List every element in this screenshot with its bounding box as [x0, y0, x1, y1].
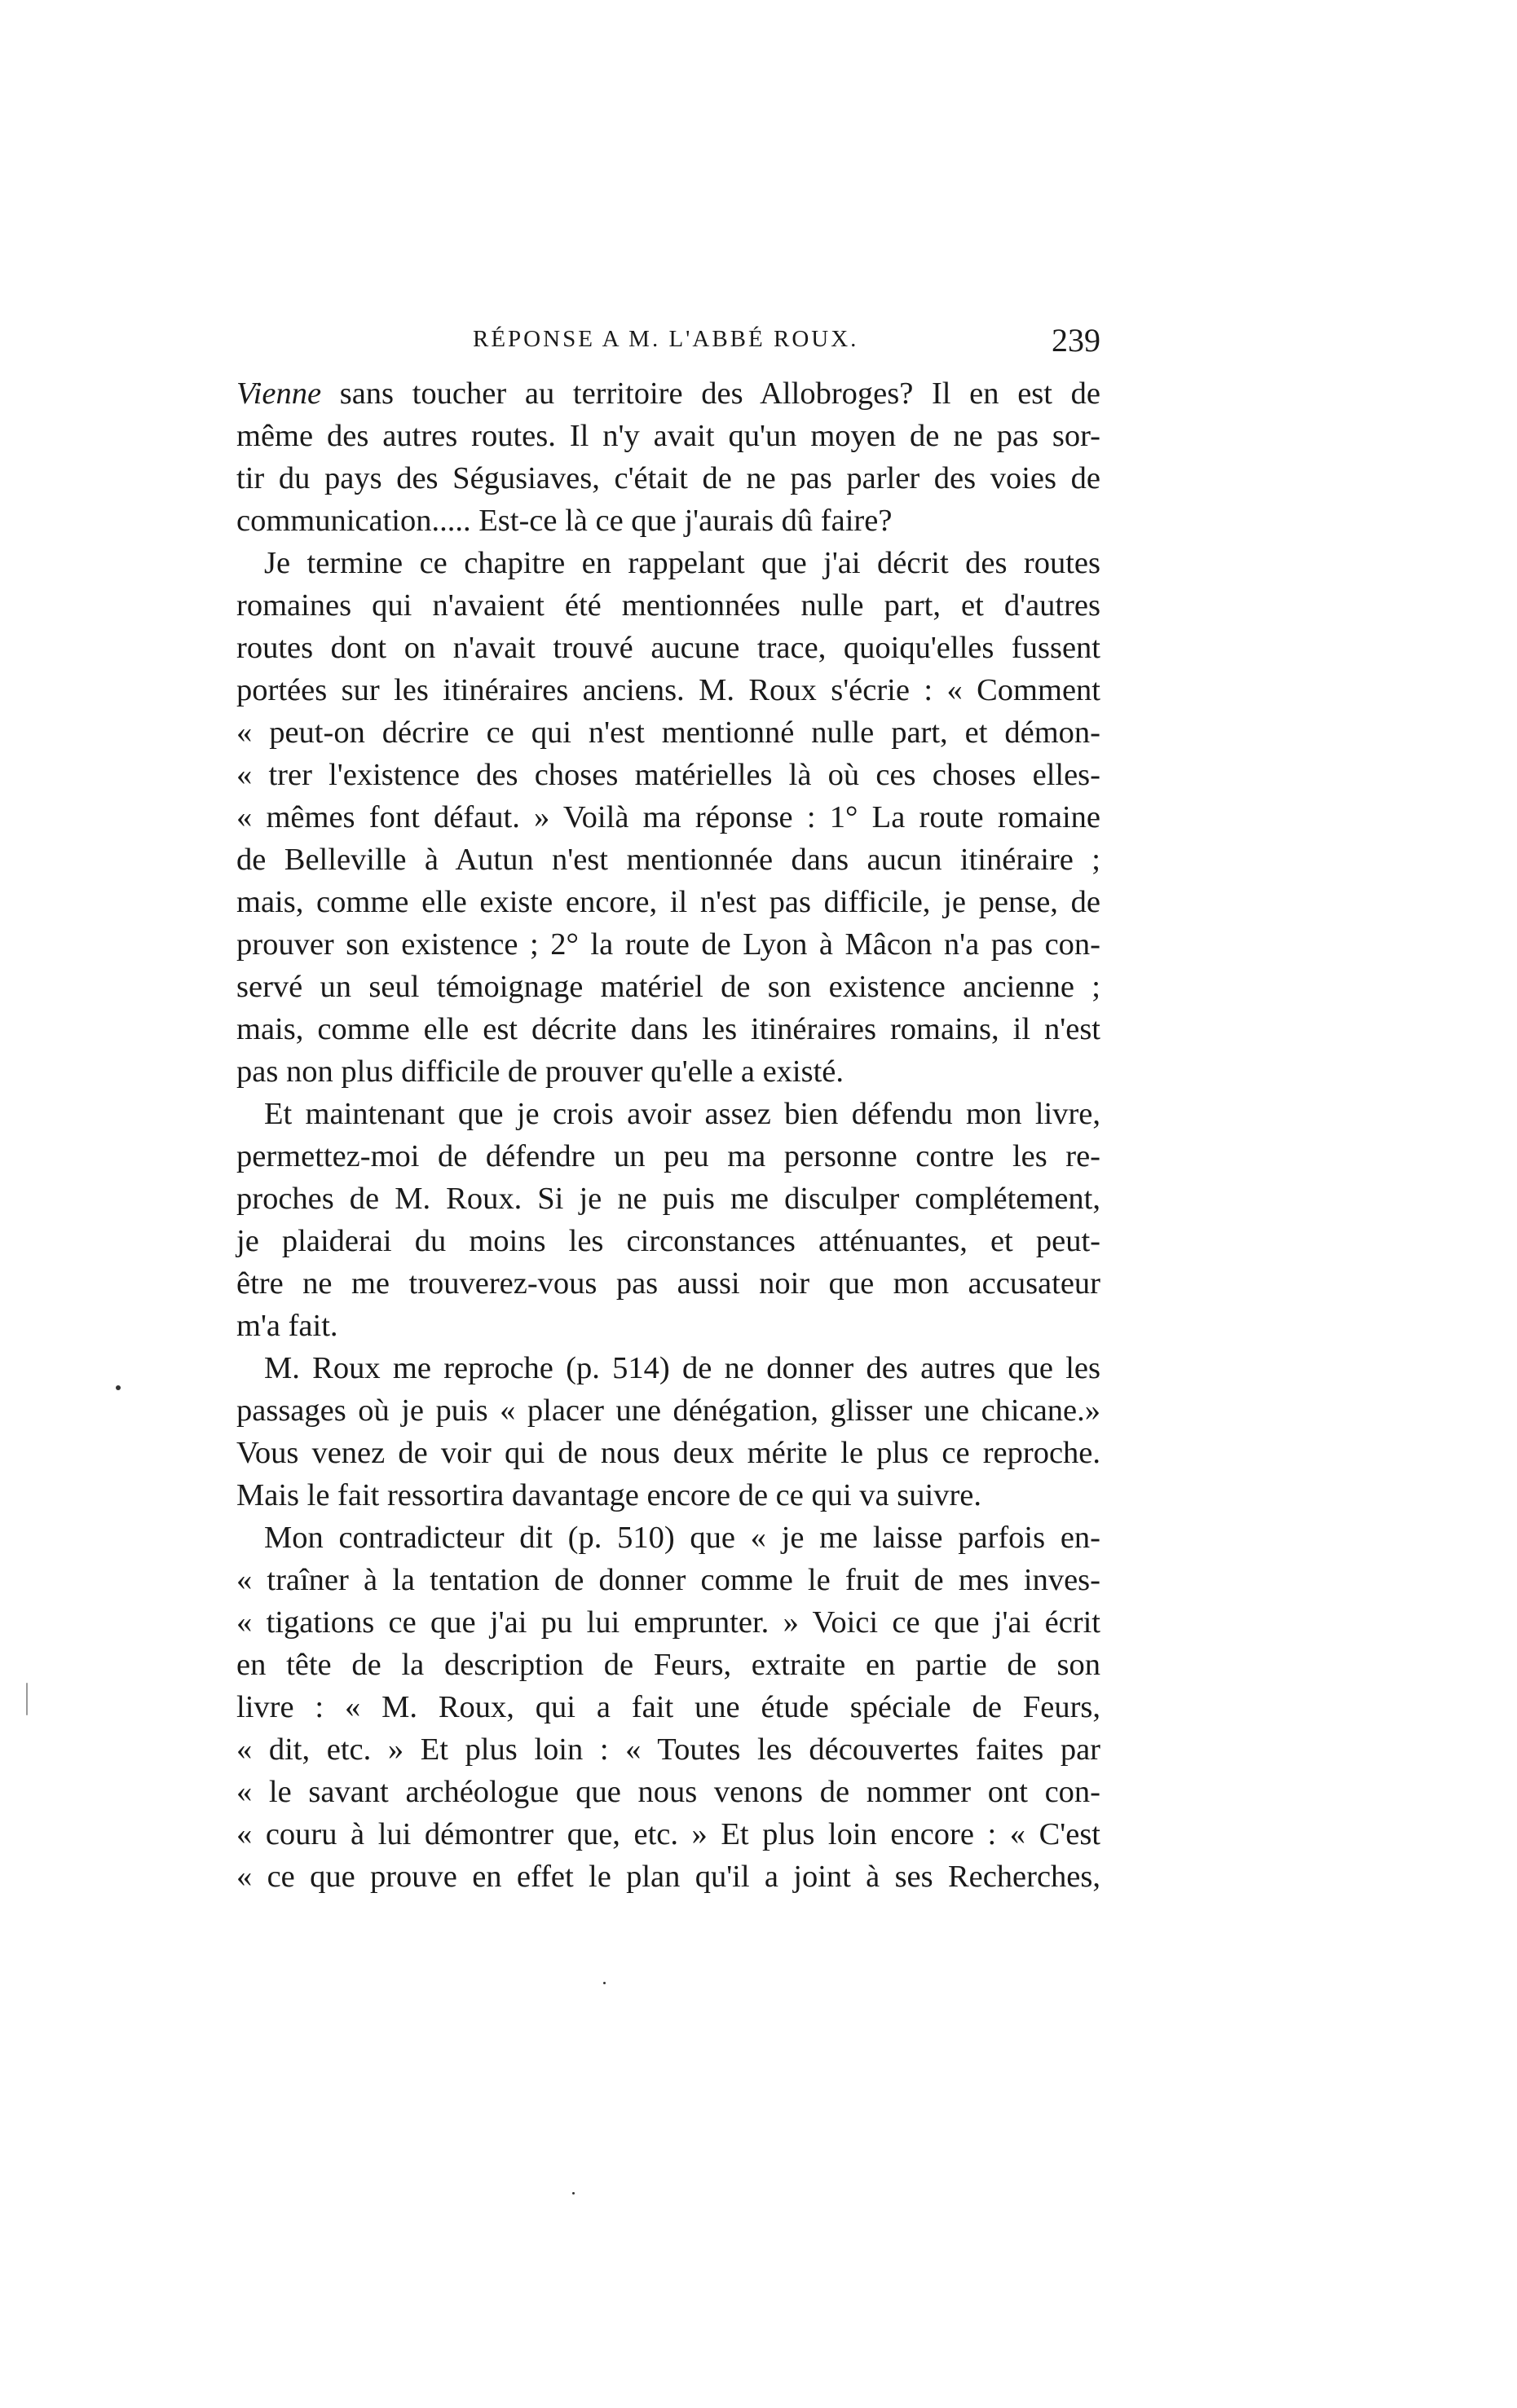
scan-speck	[572, 2192, 575, 2194]
text-line: « couru à lui démontrer que, etc. » Et plus loin encore : « C'est	[236, 1817, 1100, 1851]
page-number: 239	[1052, 322, 1100, 359]
scan-speck	[116, 1385, 121, 1390]
paragraph	[236, 1093, 1100, 1347]
running-title: RÉPONSE A M. L'ABBÉ ROUX.	[473, 326, 859, 352]
text-line: proches de M. Roux. Si je ne puis me disculper complétement,	[236, 1182, 1100, 1216]
text-line: Mais le fait ressortira davantage encore de ce qui va suivre.	[236, 1478, 981, 1512]
scan-speck	[603, 1982, 606, 1984]
text-line: « mêmes font défaut. » Voilà ma réponse : 1° La route romaine	[236, 800, 1100, 834]
text-line: mais, comme elle existe encore, il n'est pas difficile, je pense, de	[236, 885, 1100, 919]
text-line: routes dont on n'avait trouvé aucune trace, quoiqu'elles fussent	[236, 631, 1100, 665]
text-line: « peut-on décrire ce qui n'est mentionné nulle part, et démon-	[236, 715, 1100, 750]
paragraph	[236, 1347, 1100, 1517]
text-line: de Belleville à Autun n'est mentionnée dans aucun itinéraire ;	[236, 843, 1100, 877]
text-line: tir du pays des Ségusiaves, c'était de ne pas parler des voies de	[236, 461, 1100, 495]
text-line: en tête de la description de Feurs, extraite en partie de son	[236, 1648, 1100, 1682]
text-line: passages où je puis « placer une dénégation, glisser une chicane.»	[236, 1393, 1100, 1428]
paragraph	[236, 1517, 1100, 1898]
text-line: Vous venez de voir qui de nous deux mérite le plus ce reproche.	[236, 1436, 1100, 1470]
text-line: m'a fait.	[236, 1309, 338, 1343]
text-line: romaines qui n'avaient été mentionnées nulle part, et d'autres	[236, 588, 1100, 623]
text-line: « trer l'existence des choses matérielles là où ces choses elles-	[236, 758, 1100, 792]
text-line: « traîner à la tentation de donner comme le fruit de mes inves-	[236, 1563, 1100, 1597]
text-line: Et maintenant que je crois avoir assez bien défendu mon livre,	[264, 1097, 1100, 1131]
text-line: Je termine ce chapitre en rappelant que j'ai décrit des routes	[264, 546, 1100, 580]
text-line: « ce que prouve en effet le plan qu'il a joint à ses Recherches,	[236, 1860, 1100, 1894]
text-line: « tigations ce que j'ai pu lui emprunter. » Voici ce que j'ai écrit	[236, 1605, 1100, 1640]
text-line: servé un seul témoignage matériel de son existence ancienne ;	[236, 970, 1100, 1004]
text-line: M. Roux me reproche (p. 514) de ne donner des autres que les	[264, 1351, 1100, 1385]
text-line: Vienne sans toucher au territoire des Allobroges? Il en est de	[236, 376, 1100, 411]
text-line: communication..... Est-ce là ce que j'aurais dû faire?	[236, 504, 893, 538]
text-line: pas non plus difficile de prouver qu'elle a existé.	[236, 1054, 844, 1089]
text-line: mais, comme elle est décrite dans les itinéraires romains, il n'est	[236, 1012, 1100, 1046]
text-line: « dit, etc. » Et plus loin : « Toutes les découvertes faites par	[236, 1732, 1100, 1767]
text-line: Mon contradicteur dit (p. 510) que « je me laisse parfois en-	[264, 1521, 1100, 1555]
text-line: même des autres routes. Il n'y avait qu'un moyen de ne pas sor-	[236, 419, 1100, 453]
running-head	[236, 322, 1100, 367]
text-line: permettez-moi de défendre un peu ma personne contre les re-	[236, 1139, 1100, 1173]
scan-speck	[26, 1683, 28, 1715]
text-line: livre : « M. Roux, qui a fait une étude spéciale de Feurs,	[236, 1690, 1100, 1724]
text-line: « le savant archéologue que nous venons de nommer ont con-	[236, 1775, 1100, 1809]
text-line: portées sur les itinéraires anciens. M. Roux s'écrie : « Comment	[236, 673, 1100, 707]
text-line: être ne me trouverez-vous pas aussi noir que mon accusateur	[236, 1266, 1100, 1301]
text-line: je plaiderai du moins les circonstances atténuantes, et peut-	[236, 1224, 1100, 1258]
paragraph	[236, 372, 1100, 542]
paragraph	[236, 542, 1100, 1093]
body-text	[236, 372, 1100, 1898]
text-line: prouver son existence ; 2° la route de Lyon à Mâcon n'a pas con-	[236, 927, 1100, 962]
